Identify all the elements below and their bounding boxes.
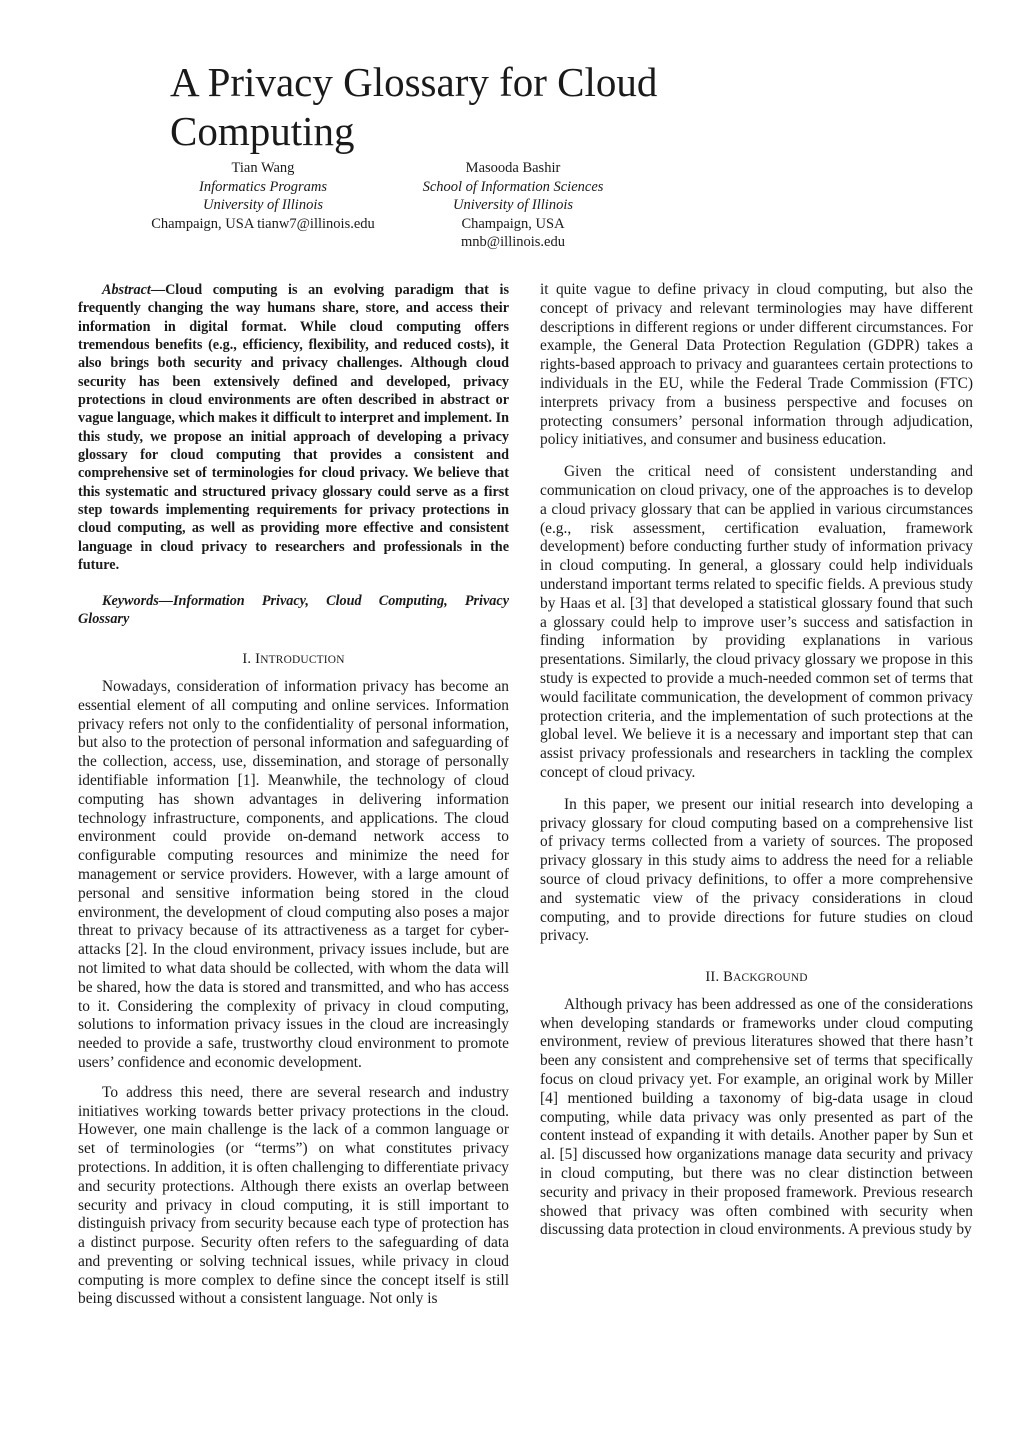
abstract <box>78 281 509 575</box>
author-block-2 <box>388 159 638 252</box>
intro-paragraph-4: In this paper, we present our initial research into developing a privacy glossary for cloud computing based on a comprehensive list of privacy terms collected from a variety of sources. The proposed privacy glossary in this study aims to address the need for a reliable source of cloud privacy definitions, to offer a more comprehensive and systematic view of the privacy considerations in cloud computing, and to provide directions for future studies on cloud privacy. <box>540 795 973 945</box>
background-paragraph-1: Although privacy has been addressed as one of the considerations when developing standards or frameworks under cloud computing environment, review of previous literatures showed that there hasn’t been any consistent and comprehensive set of terms that specifically focus on cloud privacy yet. For example, an original work by Miller [4] mentioned building a taxonomy of big-data usage in cloud computing, while data privacy was only presented as part of the content instead of expanding it with details. Another paper by Sun et al. [5] discussed how organizations manage data security and privacy in cloud computing, but there was no clear distinction between security and privacy in their proposed framework. Previous research showed that privacy was often combined with security when discussing data protection in cloud environments. A previous study by <box>540 995 973 1239</box>
author-department: School of Information Sciences <box>422 178 604 195</box>
intro-paragraph-2-text: To address this need, there are several research and industry initiatives working towards better privacy protections in the cloud. However, one main challenge is the lack of a common language or set of terminologies (or “terms”) on what constitutes privacy protections. In addition, it is often challenging to differentiate privacy and security protections. Although there exists an overlap between security and privacy in cloud computing, it is still important to distinguish privacy from security because each type of protection has a distinct purpose. Security often refers to the safeguarding of data and preventing or solving technical issues, while privacy in cloud computing is more complex to define since the concept itself is still being discussed without a consistent language. Not only is <box>78 1083 509 1308</box>
author-email: mnb@illinois.edu <box>461 234 565 250</box>
title-line-1: A Privacy Glossary for Cloud <box>170 59 658 105</box>
author-university: University of Illinois <box>452 197 573 213</box>
right-column <box>540 281 973 1240</box>
section-heading-background <box>540 968 973 988</box>
paper-title <box>170 58 730 156</box>
intro-paragraph-1: Nowadays, consideration of information privacy has become an essential element of all computing and online services. Information privacy refers not only to the confidentiality of personal information, but also to the protection of personal information and safeguarding of the collection, access, use, dissemination, and storage of personally identifiable information [1]. Meanwhile, the technology of cloud computing has shown advantages in delivering information technology infrastructure, components, and applications. The cloud environment could provide on-demand network access to configurable computing resources and minimize the need for management or service providers. However, with a large amount of personal and sensitive information being stored in the cloud environment, the development of cloud computing also poses a major threat to privacy because of its attractiveness as a target for cyber-attacks [2]. In the cloud environment, privacy issues include, but are not limited to what data should be collected, with whom the data will be shared, how the data is stored and transmitted, and who has access to it. Considering the complexity of privacy in cloud computing, solutions to information privacy issues in the cloud are increasingly needed to provide a safe, trustworthy cloud environment to promote users’ confidence and economic development. <box>78 677 509 1071</box>
section-rest: ACKGROUND <box>733 972 808 985</box>
section-rest: NTRODUCTION <box>260 654 345 667</box>
section-cap: B <box>723 969 734 986</box>
section-cap: I <box>255 651 261 668</box>
section-number: II. <box>705 969 720 986</box>
author-university: University of Illinois <box>202 197 323 213</box>
section-number: I. <box>242 651 252 668</box>
author-department: Informatics Programs <box>199 178 327 195</box>
author-name: Masooda Bashir <box>465 160 561 176</box>
abstract-lead: Abstract <box>102 282 151 298</box>
title-line-2: Computing <box>170 108 355 154</box>
author-location: Champaign, USA <box>461 215 565 232</box>
author-location-email: Champaign, USA tianw7@illinois.edu <box>151 215 375 232</box>
intro-paragraph-2-tail: it quite vague to define privacy in cloud computing, but also the concept of privacy and relevant terminologies may have different descriptions in different regions or under different circumstances. For example, the General Data Protection Regulation (GDPR) takes a rights-based approach to privacy and guarantees certain protections to individuals in the EU, while the Federal Trade Commission (FTC) interprets privacy from a business perspective and focuses on protecting consumers’ personal information through adjudication, policy initiatives, and consumer and business education. <box>540 281 973 449</box>
intro-paragraph-2 <box>78 1084 509 1310</box>
intro-paragraph-2-continued <box>540 281 973 450</box>
author-block-1 <box>118 159 408 233</box>
author-name: Tian Wang <box>231 160 295 176</box>
section-heading-introduction <box>78 650 509 670</box>
intro-paragraph-3: Given the critical need of consistent understanding and communication on cloud privacy, one of the approaches is to develop a cloud privacy glossary that can be applied in various circumstances (e.g., risk assessment, certification evaluation, framework development) before conducting further study of information privacy in cloud computing. In general, a glossary could help individuals understand important terms related to specific fields. A previous study by Haas et al. [3] that developed a statistical glossary found that such a glossary could help to improve user’s success and satisfaction in finding information by providing explanations in various presentations. Similarly, the cloud privacy glossary we propose in this study is expected to provide a much-needed common set of terms that would facilitate communication, the development of common privacy protection criteria, and the implementation of such protections at the global level. We believe it is a necessary and important step that can assist privacy professionals and researchers in tackling the complex concept of cloud privacy. <box>540 463 973 781</box>
abstract-text: —Cloud computing is an evolving paradigm that is frequently changing the way humans share, store, and access their information in digital format. While cloud computing offers tremendous benefits (e.g., efficiency, flexibility, and reduced costs), it also brings both security and privacy challenges. Although cloud security has been extensively defined and developed, privacy protections in cloud environments are often described in abstract or vague language, which makes it difficult to interpret and implement. In this study, we propose an initial approach of developing a privacy glossary for cloud computing that provides a consistent and comprehensive set of terminologies for cloud privacy. We believe that this systematic and structured privacy glossary could serve as a first step towards implementing requirements for privacy protections in cloud computing, as well as providing more effective and consistent language in cloud privacy to researchers and professionals in the future. <box>78 282 509 574</box>
keywords: Keywords—Information Privacy, Cloud Computing, Privacy Glossary <box>78 592 509 627</box>
left-column <box>78 281 509 1309</box>
